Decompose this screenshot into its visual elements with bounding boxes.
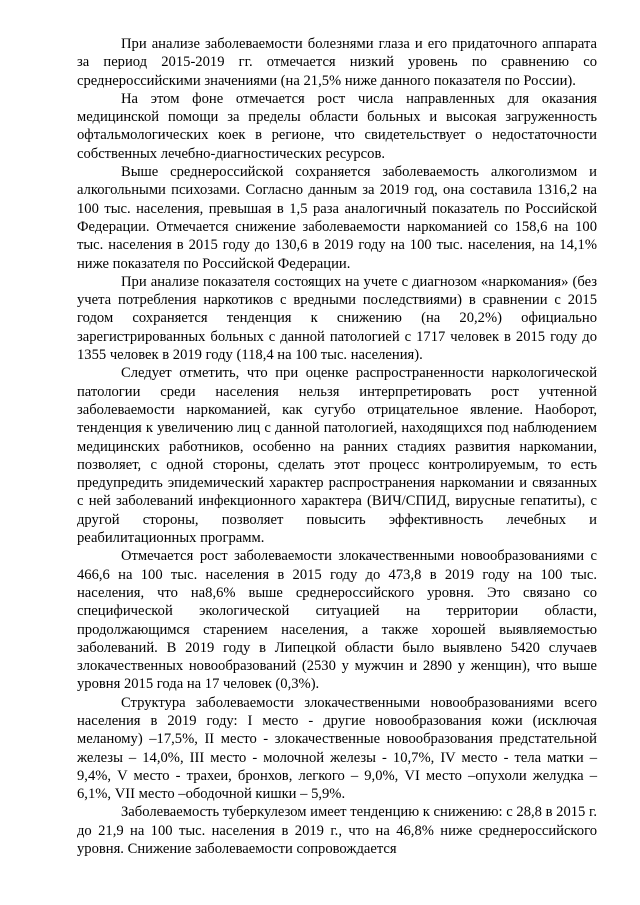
- paragraph-drug-registry: При анализе показателя состоящих на учете с диагнозом «наркомания» (без учета потребления наркотиков с вредными последствиями) в сравнении с 2015 годом сохраняется тенденция к снижению (на 20,2%) официально зарегистрированных больных с данной патологией с 1717 человек в 2015 году до 1355 человек в 2019 году (118,4 на 100 тыс. населения).: [77, 273, 597, 364]
- paragraph-tuberculosis: Заболеваемость туберкулезом имеет тенденцию к снижению: с 28,8 в 2015 г. до 21,9 на 100 тыс. населения в 2019 г., что на 46,8% ниже среднероссийского уровня. Снижение заболеваемости сопровождается: [77, 804, 597, 858]
- paragraph-eye-disease: При анализе заболеваемости болезнями глаза и его придаточного аппарата за период 2015-2019 гг. отмечается низкий уровень по сравнению со среднероссийскими значениями (на 21,5% ниже данного показателя по России).: [77, 36, 597, 89]
- paragraph-drug-pathology: Следует отметить, что при оценке распространенности наркологической патологии среди населения нельзя интерпретировать рост учтенной заболеваемости наркоманией, как сугубо отрицательное явление. Наоборот, тенденция к увеличению лиц с данной патологией, находящихся под наблюдением медицинских работников, особенно на ранних стадиях развития наркомании, позволяет, с одной стороны, сделать этот процесс контролируемым, то есть предупредить эпидемический характер распространения наркомании и связанных с ней заболеваний инфекционного характера (ВИЧ/СПИД, вирусные гепатиты), с другой стороны, позволяет повысить эффективность лечебных и реабилитационных программ.: [77, 365, 597, 547]
- paragraph-ophthalmology-beds: На этом фоне отмечается рост числа направленных для оказания медицинской помощи за пределы области больных и высокая загруженность офтальмологических коек в регионе, что свидетельствует о недостаточности собственных лечебно-диагностических ресурсов.: [77, 90, 597, 162]
- paragraph-alcoholism: Выше среднероссийской сохраняется заболеваемость алкоголизмом и алкогольными психозами. Согласно данным за 2019 год, она составила 1316,2 на 100 тыс. населения, превышая в 1,5 раза аналогичный показатель по Российской Федерации. Отмечается снижение заболеваемости наркоманией со 158,6 на 100 тыс. населения в 2015 году до 130,6 в 2019 году на 100 тыс. населения, на 14,1% ниже показателя по Российской Федерации.: [77, 164, 597, 272]
- paragraph-malignant-neoplasms: Отмечается рост заболеваемости злокачественными новообразованиями с 466,6 на 100 тыс. населения в 2015 году до 473,8 в 2019 году на 100 тыс. населения, что на8,6% выше среднероссийского уровня. Это связано со специфической экологической ситуацией на территории области, продолжающимся старением населения, а также хорошей выявляемостью заболеваний. В 2019 году в Липецкой области было выявлено 5420 случаев злокачественных новообразований (2530 у мужчин и 2890 у женщин), что выше уровня 2015 года на 17 человек (0,3%).: [77, 548, 597, 693]
- paragraph-neoplasm-structure: Структура заболеваемости злокачественными новообразованиями всего населения в 2019 году: I место - другие новообразования кожи (исключая меланому) –17,5%, II место - злокачественные новообразования предстательной железы – 14,0%, III место - молочной железы - 10,7%, IV место - тела матки – 9,4%, V место - трахеи, бронхов, легкого – 9,0%, VI место –опухоли желудка – 6,1%, VII место –ободочной кишки – 5,9%.: [77, 694, 597, 803]
- document-body: [77, 35, 597, 858]
